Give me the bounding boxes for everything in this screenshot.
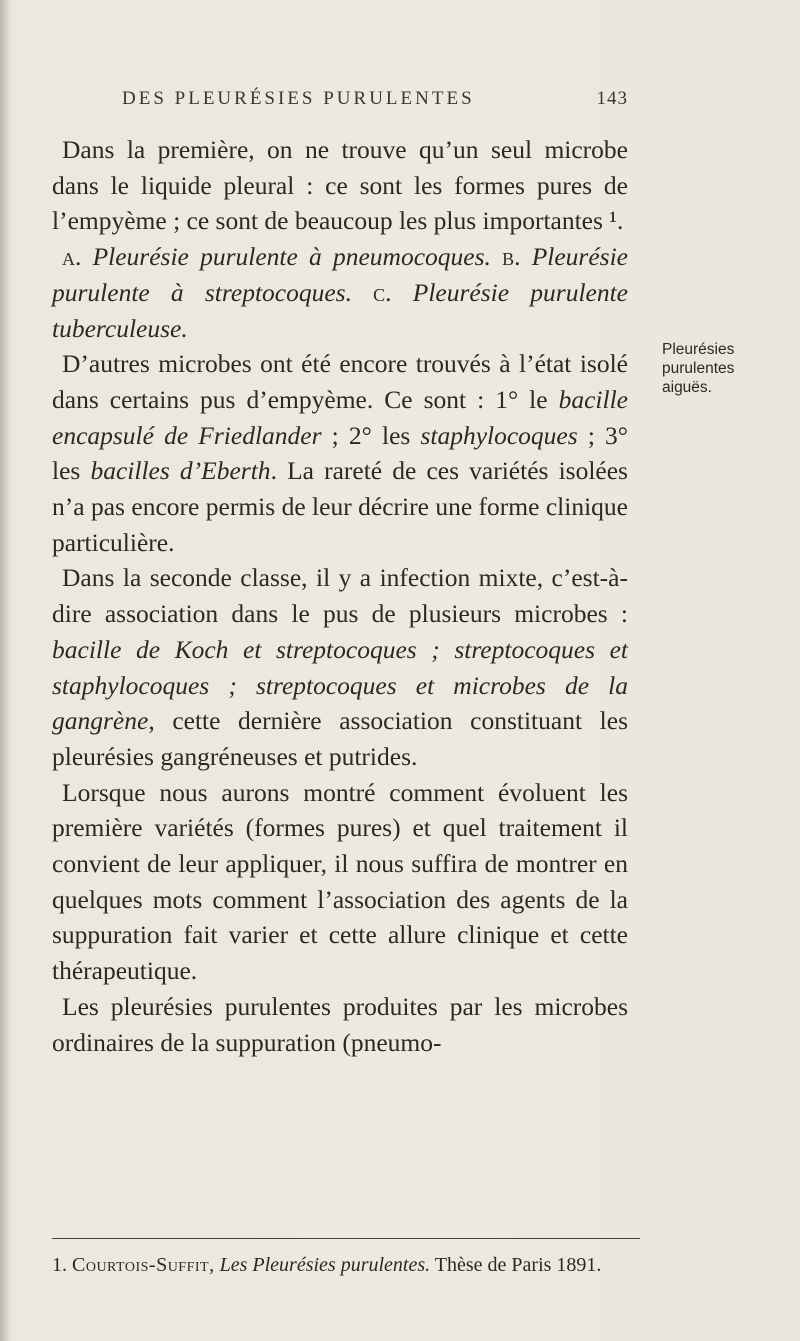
paragraph-2-classification	[52, 239, 628, 346]
p3-italic-1: bacille encapsulé de Friedlander	[52, 384, 628, 450]
footnote-author: Courtois-Suffit,	[72, 1254, 215, 1276]
item-a-label: a.	[62, 242, 82, 272]
spine-shadow	[0, 0, 10, 1341]
p3-italic-2: staphylocoques	[420, 420, 578, 450]
p3-text-3: ; 3° les	[52, 420, 628, 486]
paragraph-5: Lorsque nous aurons montré comment évoluent les première variétés (formes pures) et quel traitement il convient de leur appliquer, il nous suffira de montrer en quelques mots comment l’association des agents de la suppuration fait varier et cette allure clinique et cette thérapeutique.	[52, 777, 628, 986]
margin-note: Pleurésies purulentes aiguës.	[662, 341, 735, 396]
p3-text-4: . La rareté de ces variétés isolées n’a pas encore permis de leur décrire une forme clinique particulière.	[52, 456, 628, 557]
p3-italic-3: bacilles d’Eberth	[90, 456, 271, 486]
page-number: 143	[596, 88, 628, 109]
paragraph-6: Les pleurésies purulentes produites par les microbes ordinaires de la suppuration (pneumo-	[52, 991, 628, 1057]
paragraph-4	[52, 560, 628, 774]
p4-text-1: Dans la seconde classe, il y a infection mixte, c’est-à-dire association dans le pus de plusieurs microbes :	[52, 563, 628, 629]
running-head	[122, 88, 628, 114]
footnote	[52, 1252, 640, 1278]
p3-text-2: ; 2° les	[321, 420, 421, 450]
footnote-number: 1.	[52, 1254, 67, 1276]
running-head-title: DES PLEURÉSIES PURULENTES	[122, 88, 475, 109]
item-a-text: Pleurésie purulente à pneumocoques.	[92, 242, 491, 272]
footnote-rest: Thèse de Paris 1891.	[434, 1254, 602, 1276]
item-c-label: c.	[373, 277, 392, 307]
footnote-rule	[52, 1238, 640, 1239]
item-c-text: Pleurésie purulente tuberculeuse.	[52, 277, 628, 343]
p3-text-1: D’autres microbes ont été encore trouvés à l’état isolé dans certains pus d’empyème. Ce sont : 1° le	[52, 349, 628, 414]
footnote-title: Les Pleurésies purulentes.	[219, 1254, 431, 1276]
item-b-label: b.	[502, 242, 521, 272]
item-b-text: Pleurésie purulente à streptocoques.	[52, 242, 628, 307]
body-text	[52, 132, 628, 1060]
paragraph-1: Dans la première, on ne trouve qu’un seul microbe dans le liquide pleural : ce sont les formes pures de l’empyème ; ce sont de beaucoup les plus importantes ¹.	[52, 135, 628, 236]
p4-text-2: , cette dernière association constituant les pleurésies gangréneuses et putrides.	[52, 706, 628, 771]
paragraph-3	[52, 346, 628, 560]
p4-italic-1: bacille de Koch et streptocoques ; streptocoques et staphylocoques ; streptocoques et microbes de la gangrène	[52, 634, 628, 736]
